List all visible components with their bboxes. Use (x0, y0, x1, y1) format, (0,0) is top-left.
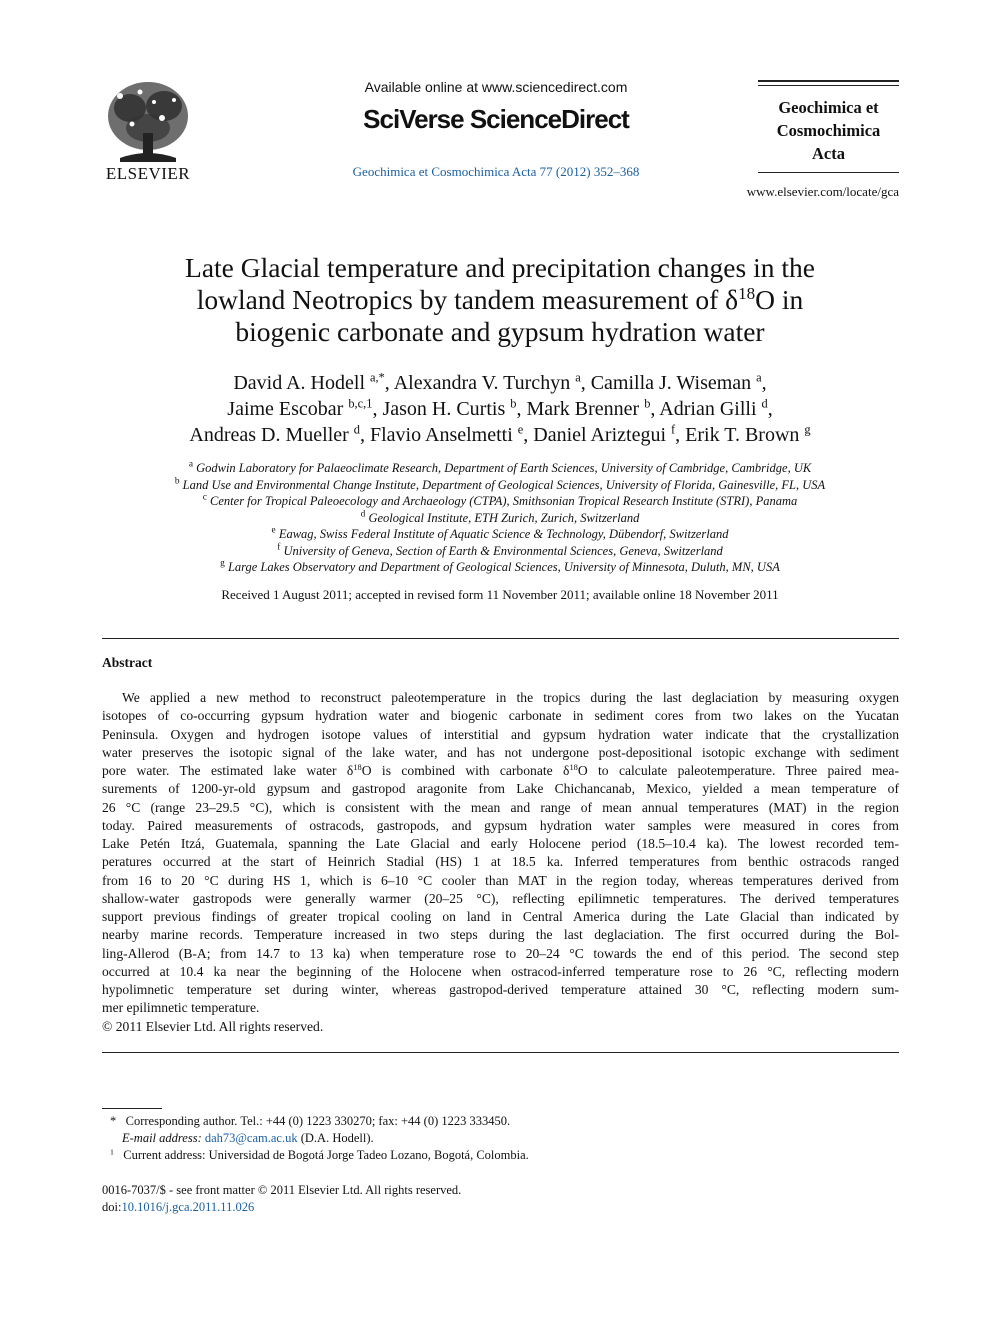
abstract-line: today. Paired measurements of ostracods, gastropods, and gypsum hydration water samples were measured in cores from (102, 817, 899, 833)
abstract-line: from 16 to 20 °C during HS 1, which is 6–10 °C cooler than MAT in the region today, whereas temperatures derived from (102, 872, 899, 888)
abstract-line: pore water. The estimated lake water $\delta^{18}O$ is combined with carbonate $\delta^{18}O$ to calculate paleotemperature. Three paired mea- (102, 761, 899, 778)
author-name[interactable]: Camilla J. Wiseman (590, 372, 752, 394)
available-online: Available online at www.sciencedirect.com (364, 79, 628, 95)
author-name[interactable]: Erik T. Brown (685, 424, 800, 446)
affiliation: $^e$ Eawag, Swiss Federal Institute of Aquatic Science & Technology, Dübendorf, Switzerland (271, 525, 729, 541)
journal-title-line: Acta (812, 144, 845, 163)
footnote-rule (102, 1108, 162, 1109)
title-line: lowland Neotropics by tandem measurement of $\delta^{18}O$ in (196, 283, 804, 315)
abstract-line: ling-Allerod (B-A; from 14.7 to 13 ka) when temperature rose to 20–24 °C towards the end of this period. The second step (102, 945, 899, 961)
affiliations (60, 460, 940, 576)
abstract-heading: Abstract (102, 655, 153, 670)
journal-rule (758, 85, 899, 86)
abstract-line: shallow-water gastropods were generally warmer (20–25 °C), reflecting epilimnetic temperatures. The derived temperatures (102, 890, 899, 906)
platform-name[interactable]: SciVerse ScienceDirect (363, 104, 629, 134)
affiliation: $^a$ Godwin Laboratory for Palaeoclimate Research, Department of Earth Sciences, University of Cambridge, Cambridge, UK (188, 459, 812, 475)
author-name[interactable]: Daniel Ariztegui (533, 424, 667, 446)
author-list (60, 370, 940, 448)
affiliation: $^c$ Center for Tropical Paleoecology and Archaeology (CTPA), Smithsonian Tropical Research Institute (STRI), Panama (202, 492, 798, 508)
journal-title-line: Geochimica et (778, 98, 879, 117)
journal-citation[interactable]: Geochimica et Cosmochimica Acta 77 (2012) 352–368 (352, 164, 640, 179)
journal-rule (758, 172, 899, 173)
author-name[interactable]: Alexandra V. Turchyn (393, 372, 571, 394)
author-line: Andreas D. Mueller $^d$, Flavio Anselmetti $^e$, Daniel Ariztegui $^f$, Erik T. Brown $^g$ (189, 422, 811, 446)
article-dates: Received 1 August 2011; accepted in revised form 11 November 2011; available online 18 November 2011 (221, 587, 779, 602)
abstract-text (102, 689, 899, 1018)
title-line: Late Glacial temperature and precipitation changes in the (185, 252, 815, 283)
section-divider (102, 638, 899, 639)
abstract-line: peratures occurred at the start of Heinrich Stadial (HS) 1 at 18.5 ka. Inferred temperatures from benthic ostracods ranged (102, 854, 899, 870)
author-name[interactable]: Mark Brenner (526, 398, 640, 420)
doi-link[interactable]: 10.1016/j.gca.2011.11.026 (121, 1200, 255, 1214)
abstract-line: hypolimnetic temperature set during winter, whereas gastropod-derived temperature attained 30 °C, reflecting modern sum- (102, 982, 899, 997)
doi-line: doi:10.1016/j.gca.2011.11.026 (102, 1200, 255, 1214)
journal-title-line: Cosmochimica (776, 121, 881, 140)
affiliation: $^g$ Large Lakes Observatory and Department of Geological Sciences, University of Minnesota, Duluth, MN, USA (220, 558, 780, 574)
affiliation: $^d$ Geological Institute, ETH Zurich, Zurich, Switzerland (360, 508, 640, 525)
journal-rule (758, 80, 899, 82)
author-name[interactable]: Jaime Escobar (227, 398, 344, 420)
abstract-line: We applied a new method to reconstruct paleotemperature in the tropics during the last deglaciation by measuring oxygen (122, 690, 899, 705)
author-name[interactable]: Jason H. Curtis (382, 398, 506, 420)
title-line: biogenic carbonate and gypsum hydration water (235, 316, 765, 347)
affiliation: $^f$ University of Geneva, Section of Earth & Environmental Sciences, Geneva, Switzerland (277, 541, 723, 558)
footnote-corresponding: * Corresponding author. Tel.: +44 (0) 1223 330270; fax: +44 (0) 1223 333450. (110, 1114, 511, 1128)
issn-line: 0016-7037/$ - see front matter © 2011 Elsevier Ltd. All rights reserved. (102, 1183, 462, 1197)
abstract-line: occurred at 10.4 ka near the beginning of the Holocene when ostracod-inferred temperature rose to 26 °C, reflecting modern (102, 963, 899, 979)
section-divider (102, 1052, 899, 1053)
article-title (100, 252, 900, 348)
abstract-line: Lake Petén Itzá, Guatemala, spanning the Late Glacial and early Holocene period (18.5–10.4 ka). The lowest recorded tem- (102, 836, 899, 851)
abstract-line: nearby marine records. Temperature increased in two steps during the last deglaciation. The first occurred during the Bol- (102, 927, 899, 943)
author-name[interactable]: Flavio Anselmetti (370, 424, 513, 446)
journal-url[interactable]: www.elsevier.com/locate/gca (746, 184, 899, 199)
author-name[interactable]: David A. Hodell (233, 372, 365, 394)
email-link[interactable]: dah73@cam.ac.uk (204, 1131, 298, 1145)
footnote-current-address: $^1$ Current address: Universidad de Bogotá Jorge Tadeo Lozano, Bogotá, Colombia. (110, 1147, 529, 1162)
abstract-line: surements of 1200-yr-old gypsum and gastropod aragonite from Lake Chichancanab, Mexico, yielded a mean temperature of (102, 781, 899, 797)
abstract-line: mer epilimnetic temperature. (102, 1000, 260, 1016)
affiliation: $^b$ Land Use and Environmental Change Institute, Department of Geological Sciences, University of Florida, Gainesville, FL, USA (174, 475, 826, 492)
author-line: David A. Hodell $^{a,*}$, Alexandra V. Turchyn $^a$, Camilla J. Wiseman $^a$, (233, 370, 767, 394)
abstract-line: isotopes of co-occurring gypsum hydration water and biogenic carbonate in sediment cores from two lakes on the Yucatan (102, 708, 899, 724)
abstract-copyright: © 2011 Elsevier Ltd. All rights reserved. (102, 1019, 324, 1034)
author-name[interactable]: Adrian Gilli (659, 398, 757, 420)
publisher-name: ELSEVIER (105, 164, 191, 183)
abstract-line: Peninsula. Oxygen and hydrogen isotope values of interstitial and gypsum hydration water indicate that the crystallization (102, 726, 899, 742)
footnote-email: E-mail address: dah73@cam.ac.uk (D.A. Hodell). (122, 1131, 374, 1145)
author-line: Jaime Escobar $^{b,c,1}$, Jason H. Curtis $^b$, Mark Brenner $^b$, Adrian Gilli $^d$, (227, 396, 773, 420)
author-name[interactable]: Andreas D. Mueller (189, 424, 349, 446)
abstract-line: water preserves the isotopic signal of the lake water, and has not undergone post-depositional isotopic exchange with sediment (102, 744, 899, 760)
abstract-line: 26 °C (range 23–29.5 °C), which is consistent with the mean and range of mean annual temperatures (MAT) in the region (102, 799, 899, 815)
abstract-line: support previous findings of greater tropical cooling on land in Central America during the Late Glacial than indicated by (102, 909, 899, 924)
journal-title (758, 96, 899, 165)
